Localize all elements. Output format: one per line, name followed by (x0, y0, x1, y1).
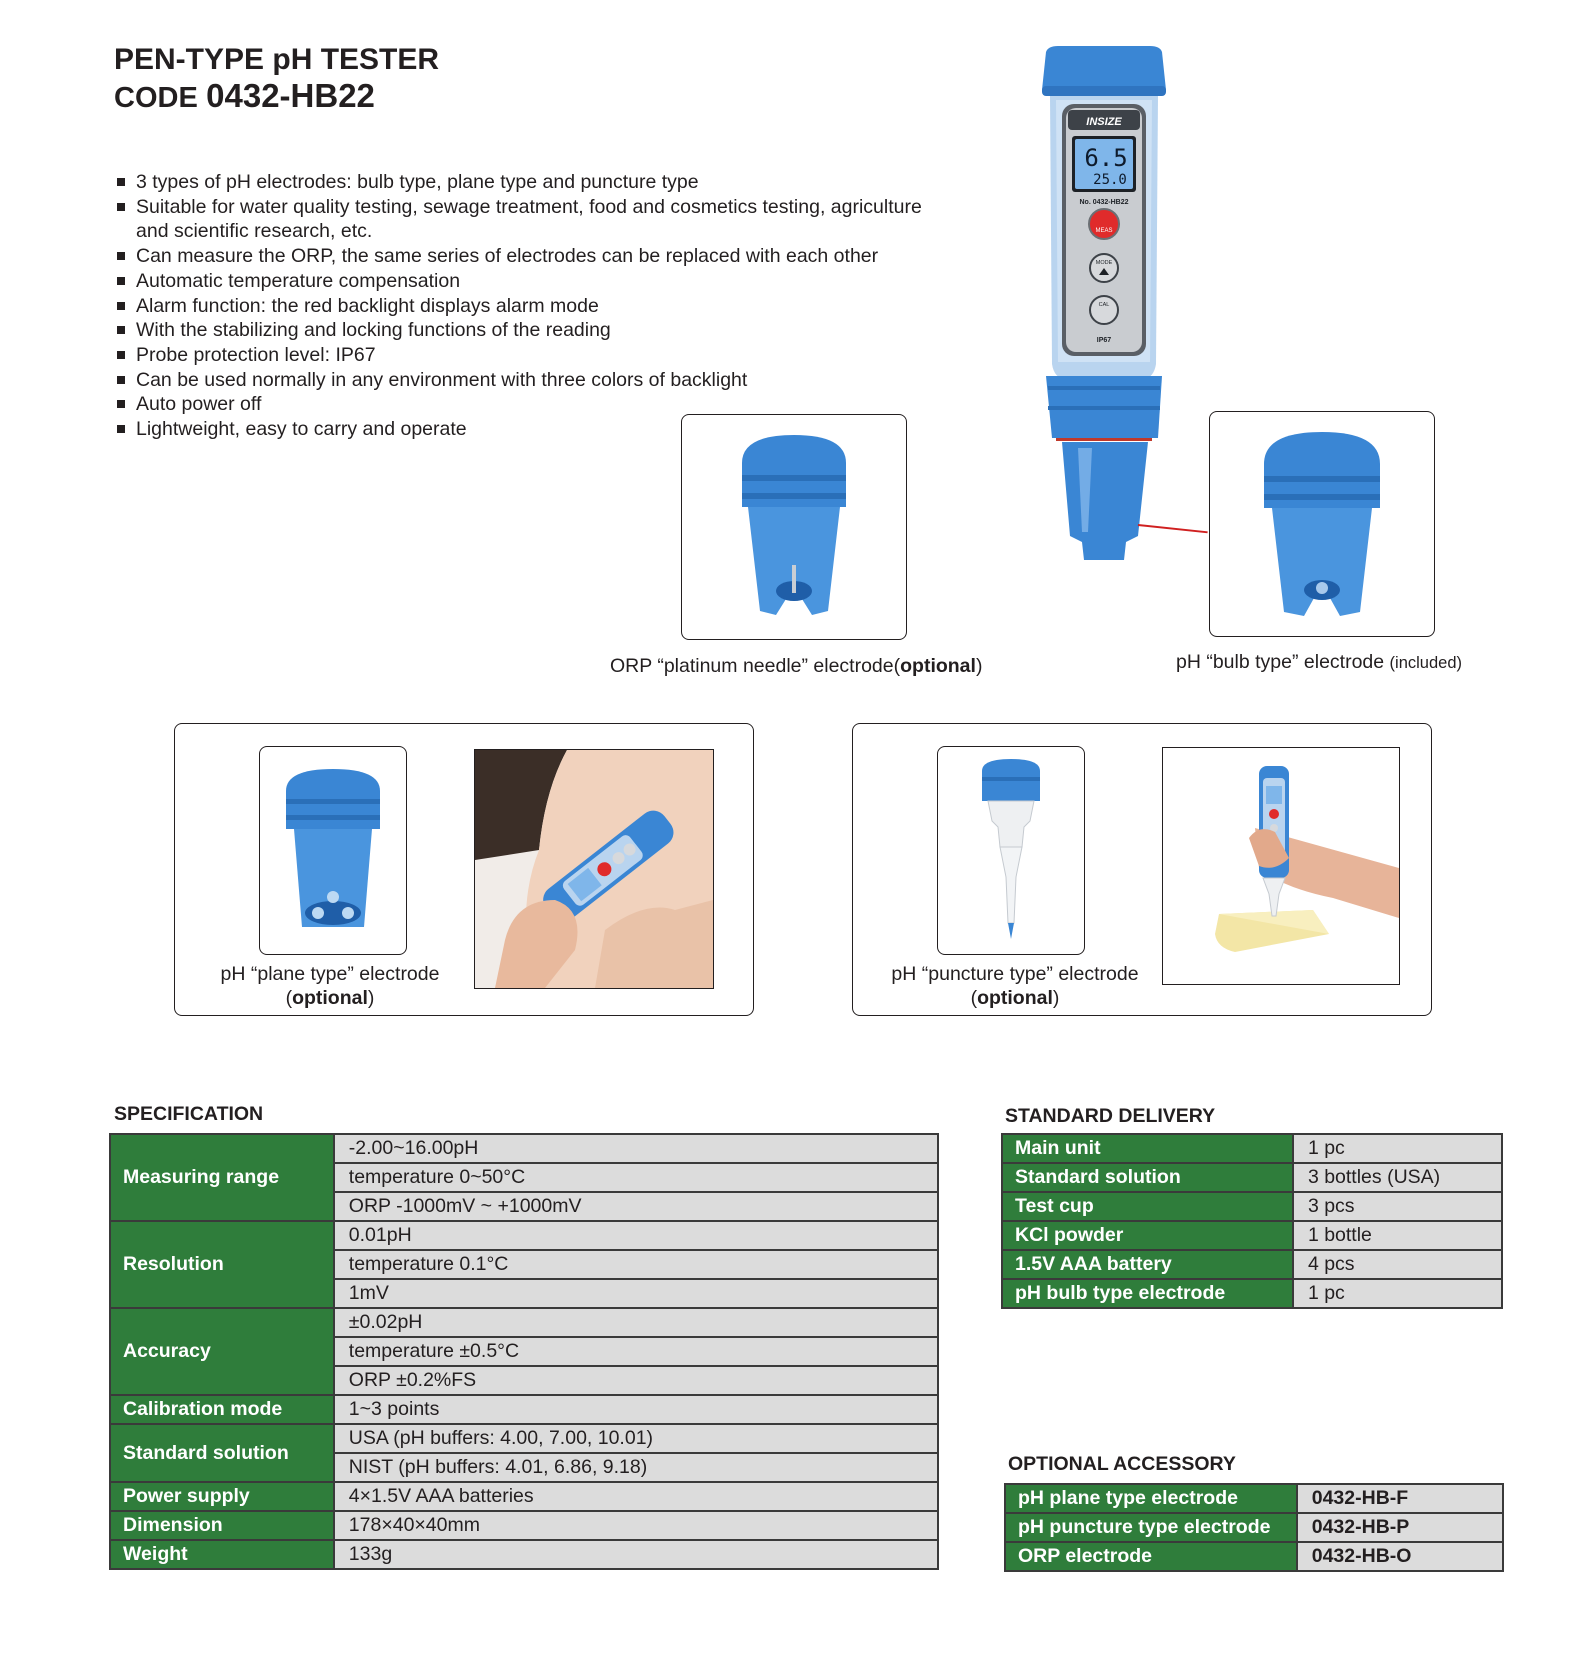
table-row (1005, 1513, 1503, 1542)
cheek-usage-image (475, 750, 713, 988)
table-row (110, 1540, 938, 1569)
table-row (110, 1395, 938, 1424)
code-label: CODE (114, 82, 198, 114)
spec-value: ORP ±0.2%FS (334, 1366, 938, 1395)
optional-code: 0432-HB-O (1297, 1542, 1503, 1571)
orp-electrode-image (682, 415, 906, 639)
orp-caption-text: ORP “platinum needle” electrode( (610, 655, 901, 677)
optional-code: 0432-HB-F (1297, 1484, 1503, 1513)
orp-caption-end: ) (975, 655, 983, 677)
spec-value: 1~3 points (334, 1395, 938, 1424)
spec-label-accuracy: Accuracy (110, 1308, 334, 1395)
plane-caption-line2: (optional) (285, 987, 375, 1009)
delivery-item: Standard solution (1002, 1163, 1293, 1192)
spec-value: NIST (pH buffers: 4.01, 6.86, 9.18) (334, 1453, 938, 1482)
optional-item: pH puncture type electrode (1005, 1513, 1297, 1542)
bulb-caption-text: pH “bulb type” electrode (1176, 651, 1390, 673)
spec-value: 1mV (334, 1279, 938, 1308)
pen-tester-image (1038, 46, 1178, 591)
spec-value: temperature ±0.5°C (334, 1337, 938, 1366)
table-row (110, 1134, 938, 1163)
spec-label-weight: Weight (110, 1540, 334, 1569)
brand-logo: INSIZE (1086, 116, 1122, 128)
feature-item: Can be used normally in any environment with three colors of backlight (116, 368, 946, 393)
meas-button-label: MEAS (1095, 228, 1113, 234)
optional-table (1004, 1483, 1504, 1572)
table-row (110, 1482, 938, 1511)
spec-label-dimension: Dimension (110, 1511, 334, 1540)
table-row (110, 1511, 938, 1540)
spec-value: USA (pH buffers: 4.00, 7.00, 10.01) (334, 1424, 938, 1453)
optional-item: ORP electrode (1005, 1542, 1297, 1571)
spec-label-calibration: Calibration mode (110, 1395, 334, 1424)
delivery-heading: STANDARD DELIVERY (1005, 1105, 1216, 1127)
table-row (1002, 1279, 1502, 1308)
feature-item: With the stabilizing and locking functions of the reading (116, 318, 946, 343)
delivery-qty: 1 pc (1293, 1279, 1502, 1308)
plane-caption-optional: optional (292, 987, 368, 1009)
feature-item: Alarm function: the red backlight displays alarm mode (116, 294, 946, 319)
table-row (1002, 1163, 1502, 1192)
puncture-electrode-box (937, 746, 1085, 955)
optional-heading: OPTIONAL ACCESSORY (1008, 1453, 1236, 1475)
delivery-item: Main unit (1002, 1134, 1293, 1163)
spec-value: 178×40×40mm (334, 1511, 938, 1540)
delivery-qty: 3 bottles (USA) (1293, 1163, 1502, 1192)
table-row (110, 1221, 938, 1250)
bulb-caption (1176, 650, 1462, 675)
bulb-caption-included: (included) (1389, 654, 1462, 672)
optional-item: pH plane type electrode (1005, 1484, 1297, 1513)
cheek-usage-photo (474, 749, 714, 989)
feature-item: Automatic temperature compensation (116, 269, 946, 294)
delivery-qty: 3 pcs (1293, 1192, 1502, 1221)
table-row (1002, 1134, 1502, 1163)
table-row (1002, 1221, 1502, 1250)
optional-code: 0432-HB-P (1297, 1513, 1503, 1542)
spec-value: ±0.02pH (334, 1308, 938, 1337)
code-value: 0432-HB22 (206, 77, 375, 114)
delivery-item: KCl powder (1002, 1221, 1293, 1250)
spec-value: -2.00~16.00pH (334, 1134, 938, 1163)
spec-value: temperature 0~50°C (334, 1163, 938, 1192)
puncture-electrode-image (938, 747, 1084, 954)
table-row (1005, 1484, 1503, 1513)
model-number: No. 0432-HB22 (1079, 199, 1129, 206)
feature-item: Probe protection level: IP67 (116, 343, 946, 368)
delivery-item: 1.5V AAA battery (1002, 1250, 1293, 1279)
plane-caption (200, 962, 460, 1010)
spec-value: temperature 0.1°C (334, 1250, 938, 1279)
plane-caption-line1: pH “plane type” electrode (220, 963, 440, 985)
mode-button-label: MODE (1095, 260, 1113, 266)
spec-label-power: Power supply (110, 1482, 334, 1511)
spec-label-measuring-range: Measuring range (110, 1134, 334, 1221)
table-row (110, 1424, 938, 1453)
delivery-qty: 1 bottle (1293, 1221, 1502, 1250)
feature-item: Lightweight, easy to carry and operate (116, 417, 946, 442)
feature-item: Can measure the ORP, the same series of electrodes can be replaced with each other (116, 244, 946, 269)
feature-list (116, 170, 946, 442)
feature-item: Suitable for water quality testing, sewage treatment, food and cosmetics testing, agriculture and scientific research, etc. (116, 195, 946, 244)
table-row (1005, 1542, 1503, 1571)
spec-value: ORP -1000mV ~ +1000mV (334, 1192, 938, 1221)
cheese-usage-image (1163, 748, 1399, 984)
delivery-item: Test cup (1002, 1192, 1293, 1221)
spec-value: 4×1.5V AAA batteries (334, 1482, 938, 1511)
product-title: PEN-TYPE pH TESTER (114, 43, 440, 76)
delivery-qty: 1 pc (1293, 1134, 1502, 1163)
specification-heading: SPECIFICATION (114, 1103, 264, 1125)
puncture-caption-optional: optional (977, 987, 1053, 1009)
orp-caption-optional: optional (900, 655, 976, 677)
feature-item: Auto power off (116, 392, 946, 417)
delivery-table (1001, 1133, 1503, 1309)
product-title-block (114, 42, 439, 116)
spec-value: 133g (334, 1540, 938, 1569)
spec-label-resolution: Resolution (110, 1221, 334, 1308)
lcd-temp-reading: 25.0 (1093, 172, 1127, 188)
spec-value: 0.01pH (334, 1221, 938, 1250)
puncture-caption (880, 962, 1150, 1010)
specification-table (109, 1133, 939, 1570)
bulb-electrode-image (1210, 412, 1434, 636)
spec-label-standard-solution: Standard solution (110, 1424, 334, 1482)
puncture-caption-line1: pH “puncture type” electrode (891, 963, 1139, 985)
feature-item: 3 types of pH electrodes: bulb type, plane type and puncture type (116, 170, 946, 195)
puncture-caption-line2: (optional) (970, 987, 1060, 1009)
plane-electrode-box (259, 746, 407, 955)
delivery-item: pH bulb type electrode (1002, 1279, 1293, 1308)
orp-caption (610, 654, 982, 678)
table-row (1002, 1192, 1502, 1221)
lcd-ph-reading: 6.5 (1084, 144, 1128, 172)
delivery-qty: 4 pcs (1293, 1250, 1502, 1279)
ip-rating: IP67 (1096, 337, 1112, 344)
cal-button-label: CAL (1098, 302, 1110, 308)
orp-electrode-box (681, 414, 907, 640)
product-code (114, 78, 439, 116)
table-row (1002, 1250, 1502, 1279)
cheese-usage-photo (1162, 747, 1400, 985)
plane-electrode-image (260, 747, 406, 954)
bulb-electrode-box (1209, 411, 1435, 637)
table-row (110, 1308, 938, 1337)
